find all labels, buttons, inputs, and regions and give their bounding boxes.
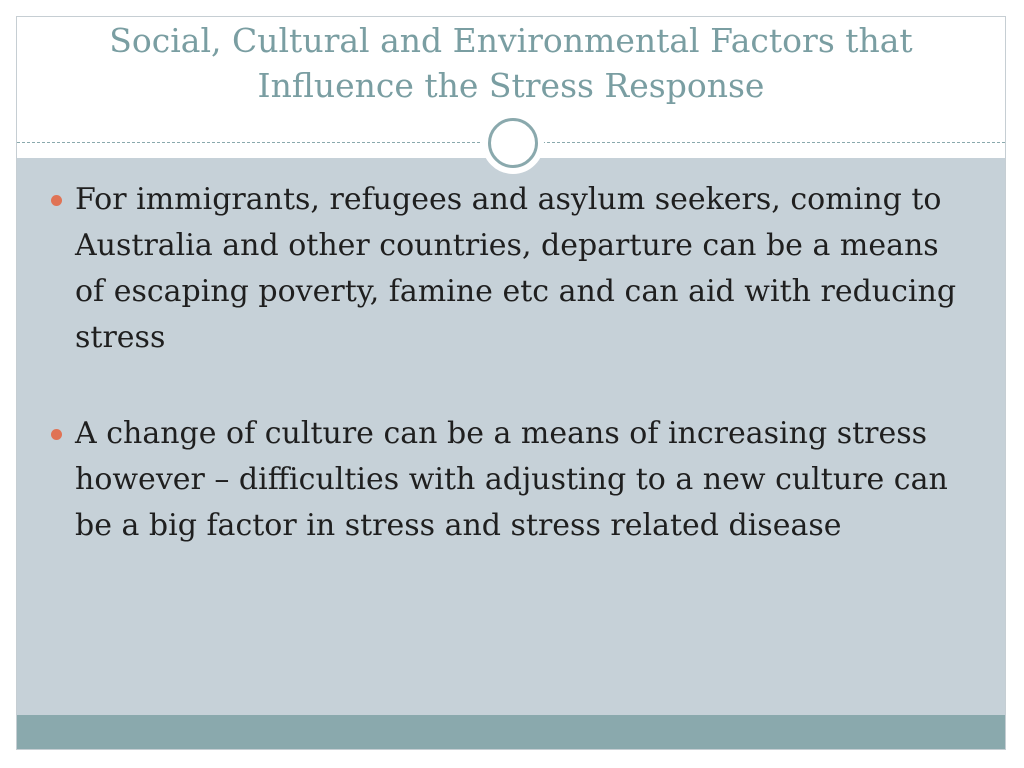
bullet-item-culture-change — [51, 411, 971, 549]
bullet-dot-icon — [51, 195, 62, 206]
bullet-list — [51, 177, 971, 599]
slide-title: Social, Cultural and Environmental Factors that Influence the Stress Response — [109, 21, 913, 105]
circle-ornament-icon — [482, 112, 544, 174]
bullet-dot-icon — [51, 429, 62, 440]
bullet-item-immigrants — [51, 177, 971, 361]
bottom-accent-band — [17, 715, 1005, 749]
bullet-text: A change of culture can be a means of increasing stress however – difficulties with adjusting to a new culture can be a big factor in stress and stress related disease — [75, 416, 948, 543]
slide — [16, 16, 1006, 750]
bullet-text: For immigrants, refugees and asylum seekers, coming to Australia and other countries, departure can be a means of escaping poverty, famine etc and can aid with reducing stress — [75, 182, 957, 355]
